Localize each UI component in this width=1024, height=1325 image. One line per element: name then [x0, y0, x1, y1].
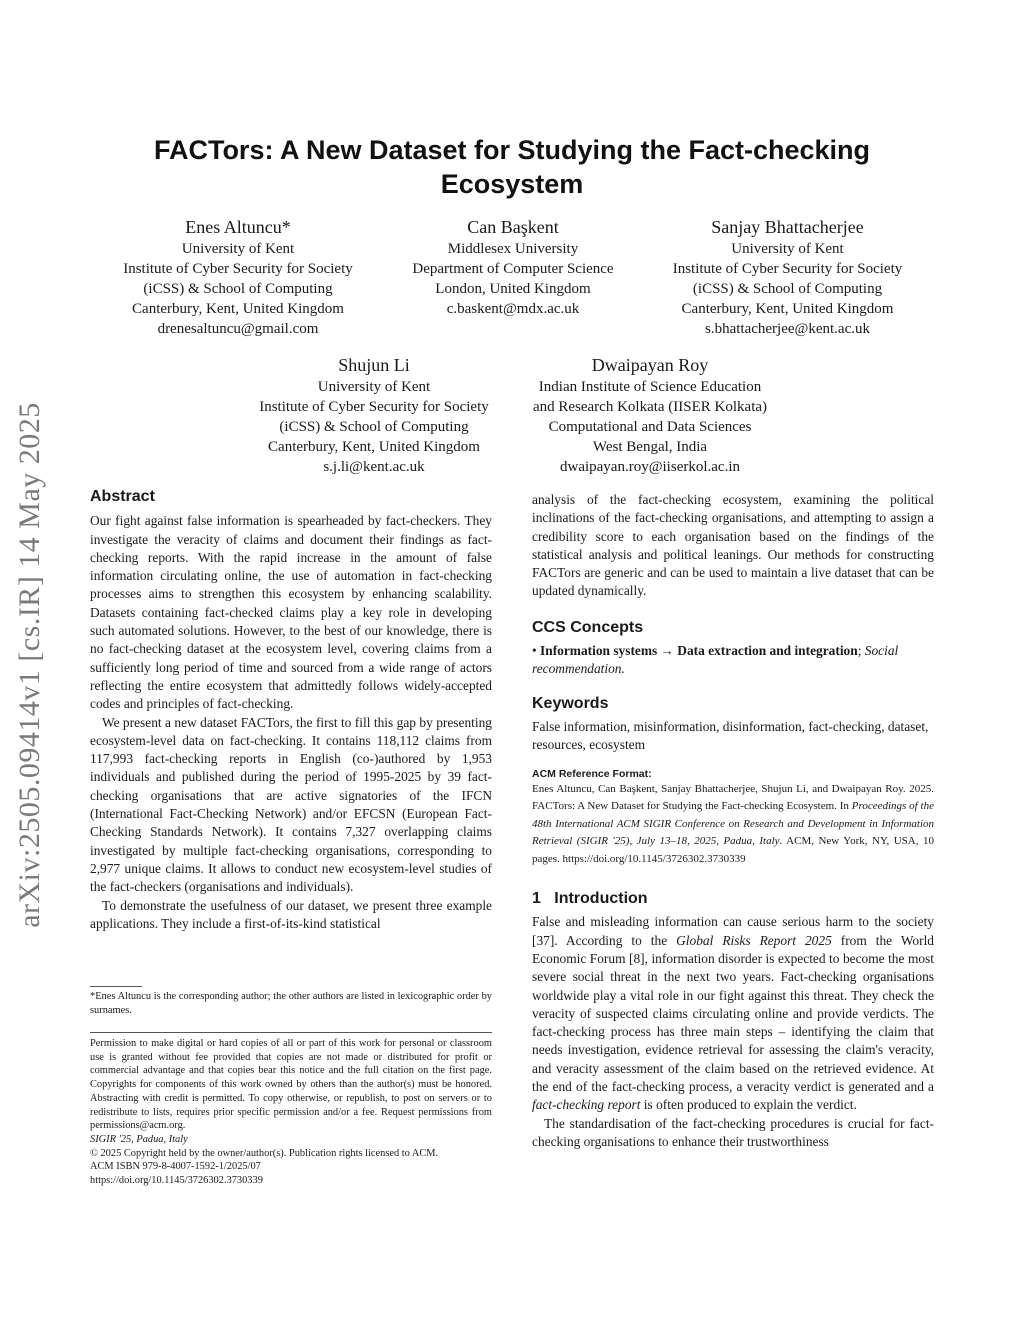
permission-rule — [90, 1032, 492, 1033]
footnote: *Enes Altuncu is the corresponding author; the other authors are listed in lexicographic order by surnames. — [90, 991, 492, 1016]
intro-paragraph: The standardisation of the fact-checking procedures is crucial for fact-checking organisations to enhance their trustworthiness — [532, 1115, 934, 1149]
author-affiliation: Canterbury, Kent, United Kingdom — [681, 301, 894, 317]
acm-ref-heading: ACM Reference Format: — [532, 767, 652, 780]
permission-block — [90, 1037, 492, 1188]
author-name: Dwaipayan Roy — [591, 355, 709, 375]
author-affiliation: Computational and Data Sciences — [548, 419, 752, 435]
section-number: 1 — [532, 890, 541, 908]
author-affiliation: Institute of Cyber Security for Society — [672, 261, 903, 277]
section-title: Introduction — [554, 890, 648, 908]
author-affiliation: Department of Computer Science — [412, 261, 614, 277]
author-affiliation: Canterbury, Kent, United Kingdom — [268, 439, 480, 455]
intro-paragraph — [532, 913, 934, 1114]
ccs-heading: CCS Concepts — [532, 618, 644, 636]
author-email: dwaipayan.roy@iiserkol.ac.in — [559, 459, 740, 475]
keywords-text: False information, misinformation, disinformation, fact-checking, dataset, resources, ecosystem — [532, 718, 929, 753]
ccs-concept: Information systems → Data extraction and integration — [540, 643, 858, 659]
author-block-1 — [98, 215, 378, 339]
author-name: Shujun Li — [338, 355, 410, 375]
author-affiliation: and Research Kolkata (IISER Kolkata) — [532, 399, 768, 415]
acm-ref-authors: Enes Altuncu, Can Başkent, Sanjay Bhattacherjee, Shujun Li, and Dwaipayan Roy. 2025. FACTors: A New Dataset for Studying the Fact-checking Ecosystem. In — [532, 782, 934, 813]
author-affiliation: Institute of Cyber Security for Society — [123, 261, 353, 277]
author-affiliation: (iCSS) & School of Computing — [692, 281, 883, 297]
ccs-separator: ; — [857, 643, 862, 659]
author-affiliation: University of Kent — [181, 241, 295, 257]
author-affiliation: Indian Institute of Science Education — [538, 379, 762, 395]
intro-text: from the World Economic Forum [8], information disorder is expected to become the most severe social threat in the next two years. Fact-checking organisations worldwide play a vital role in our fight against this threat. They check the veracity of suspected claims circulating online and provide verdicts. The fact-checking process has three main steps – identifying the claim that needs investigation, evidence retrieval for assessing the claim's veracity, and veracity assessment of the claim based on the retrieved evidence. At the end of the fact-checking process, a veracity verdict is generated and a — [532, 932, 935, 1095]
author-affiliation: London, United Kingdom — [435, 281, 591, 297]
author-affiliation: University of Kent — [317, 379, 431, 395]
author-affiliation: (iCSS) & School of Computing — [143, 281, 333, 297]
permission-text: Permission to make digital or hard copies of all or part of this work for personal or classroom use is granted without fee provided that copies are not made or distributed for profit or commercial advantage and that copies bear this notice and the full citation on the first page. Copyrights for components of this work owned by others than the author(s) must be honored. Abstracting with credit is permitted. To copy otherwise, or republish, to post on servers or to redistribute to lists, requires prior specific permission and/or a fee. Request permissions from permissions@acm.org. — [90, 1038, 492, 1132]
copyright-line: © 2025 Copyright held by the owner/author(s). Publication rights licensed to ACM. — [90, 1147, 439, 1159]
author-name: Enes Altuncu* — [185, 217, 291, 237]
abstract-continuation: analysis of the fact-checking ecosystem, examining the political inclinations of the fact-checking organisations, and attempting to assign a credibility score to each organisation based on the findings of the statistical analysis and political leanings. Our methods for constructing FACTors are generic and can be used to maintain a live dataset that can be updated dynamically. — [532, 492, 934, 599]
author-block-3 — [645, 215, 930, 339]
author-affiliation: (iCSS) & School of Computing — [279, 419, 469, 435]
abstract-paragraph: To demonstrate the usefulness of our dataset, we present three example applications. They include a first-of-its-kind statistical — [90, 897, 492, 931]
term-fact-checking-report: fact-checking report — [532, 1097, 641, 1113]
author-email: s.bhattacherjee@kent.ac.uk — [705, 321, 870, 337]
acm-ref-proceedings: Proceedings of the 48th International ACM SIGIR Conference on Research and Development in Information Retrieval (SIGIR '25), July 13–18, 2025, Padua, Italy — [532, 800, 934, 848]
footnote-rule — [90, 986, 142, 987]
author-affiliation: Canterbury, Kent, United Kingdom — [132, 301, 344, 317]
keywords-heading: Keywords — [532, 694, 609, 712]
acm-ref-tail: . ACM, New York, NY, USA, 10 pages. https://doi.org/10.1145/3726302.3730339 — [532, 835, 934, 865]
abstract-heading: Abstract — [90, 488, 155, 505]
author-affiliation: University of Kent — [731, 241, 844, 257]
author-affiliation: Middlesex University — [447, 241, 579, 257]
ccs-concepts — [532, 642, 934, 679]
author-affiliation: West Bengal, India — [592, 439, 708, 455]
author-block-5 — [509, 353, 791, 477]
arxiv-sidebar — [0, 375, 60, 955]
author-email: drenesaltuncu@gmail.com — [157, 321, 319, 337]
author-email: s.j.li@kent.ac.uk — [323, 459, 425, 475]
author-email: c.baskent@mdx.ac.uk — [446, 301, 580, 317]
intro-text: is often produced to explain the verdict. — [640, 1097, 857, 1113]
author-affiliation: Institute of Cyber Security for Society — [259, 399, 489, 415]
arxiv-id: arXiv:2505.09414v1 [cs.IR] 14 May 2025 — [13, 402, 46, 928]
isbn-line: ACM ISBN 979-8-4007-1592-1/2025/07 — [90, 1161, 261, 1173]
report-title: Global Risks Report 2025 — [676, 932, 832, 948]
intro-text: False and misleading information can cause serious harm to the society [37]. According to the — [532, 914, 934, 948]
doi-link[interactable]: https://doi.org/10.1145/3726302.3730339 — [90, 1175, 263, 1187]
right-column — [532, 491, 934, 1151]
author-block-4 — [234, 353, 514, 477]
paper-title: FACTors: A New Dataset for Studying the Fact-checking Ecosystem — [153, 135, 871, 199]
author-name: Sanjay Bhattacherjee — [711, 217, 864, 237]
author-name: Can Başkent — [467, 217, 559, 237]
ccs-subconcept: Social recommendation. — [532, 643, 899, 677]
intro-heading — [532, 890, 934, 908]
ccs-bullet: • — [532, 643, 541, 659]
conference-venue: SIGIR '25, Padua, Italy — [90, 1133, 188, 1145]
abstract-paragraph: Our fight against false information is spearheaded by fact-checkers. They investigate the veracity of claims and document their findings as fact-checking reports. With the rapid increase in the amount of false information circulating online, the use of automation in fact-checking processes aims to strengthen this ecosystem by enhancing scalability. Datasets containing fact-checked claims play a key role in developing such automated solutions. However, to the best of our knowledge, there is no fact-checking dataset at the ecosystem level, covering claims from a sufficiently long period of time and sourced from a wide range of actors reflecting the entire ecosystem that admittedly follows widely-accepted codes and principles of fact-checking. — [90, 513, 492, 712]
abstract-paragraph: We present a new dataset FACTors, the first to fill this gap by presenting ecosystem-level data on fact-checking. It contains 118,112 claims from 117,993 fact-checking reports in English (co-)authored by 1,953 individuals and published during the period of 1995-2025 by 39 fact-checking organisations that are active signatories of the IFCN (International Fact-Checking Network) and/or EFCSN (European Fact-Checking Standards Network). It contains 7,327 overlapping claims investigated by multiple fact-checking organisations, corresponding to 2,977 unique claims. It allows to conduct new ecosystem-level studies of the fact-checkers (organisations and individuals). — [90, 714, 492, 895]
acm-ref-text — [532, 781, 934, 869]
left-column — [90, 488, 492, 933]
author-block-2 — [383, 215, 643, 319]
